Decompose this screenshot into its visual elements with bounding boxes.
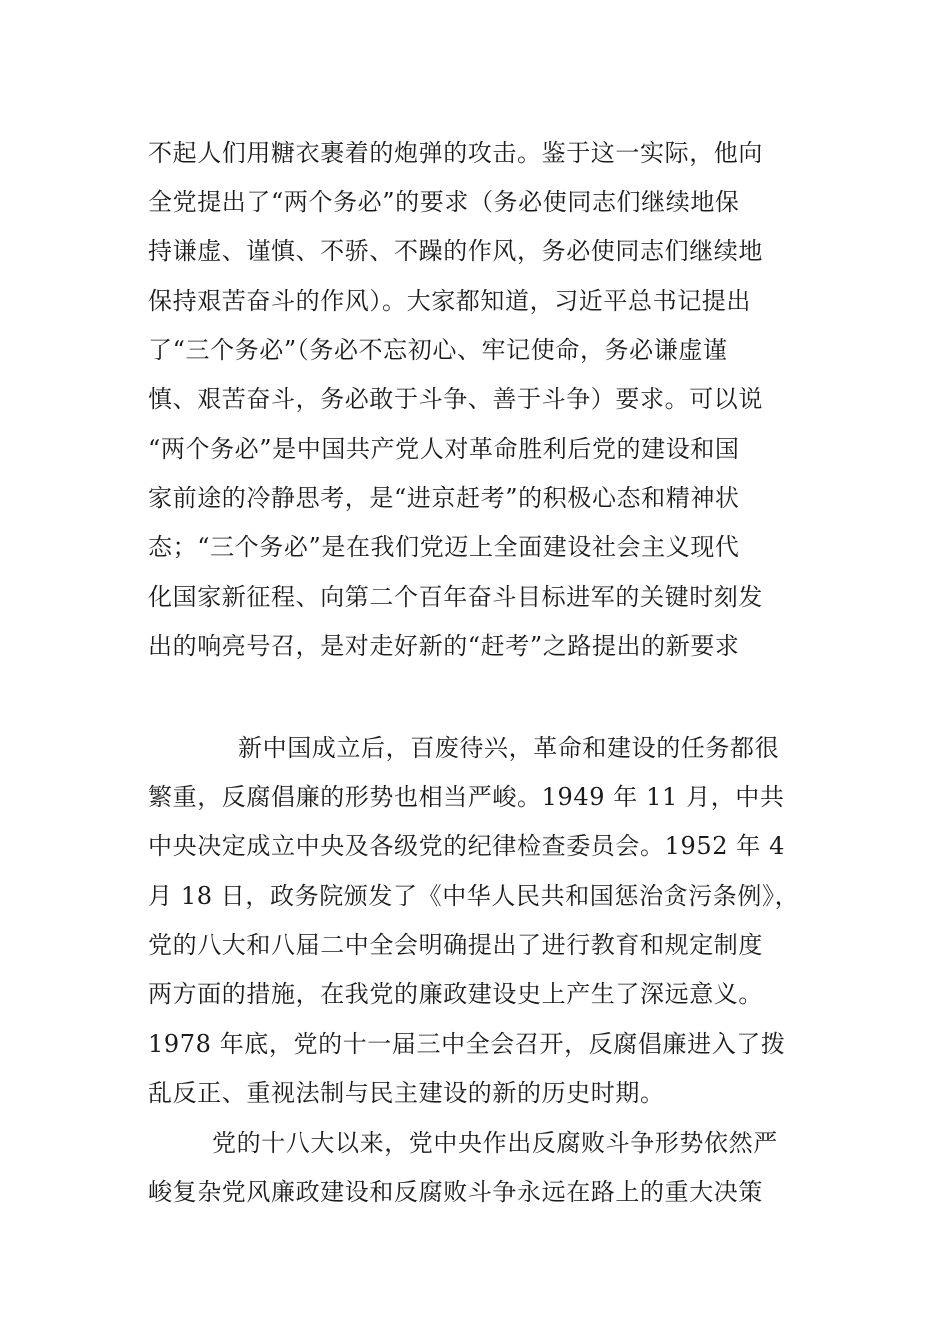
paragraph-2-line-3: 中央决定成立中央及各级党的纪律检查委员会。1952 年 4 [148,832,786,860]
paragraph-1-line-10: 化国家新征程、向第二个百年奋斗目标进军的关键时刻发 [148,583,763,611]
paragraph-1-line-8: 家前途的冷静思考，是“进京赶考”的积极心态和精神状 [148,484,740,512]
paragraph-2-line-8: 乱反正、重视法制与民主建设的新的历史时期。 [148,1079,665,1107]
paragraph-1-line-6: 慎、艰苦奋斗，务必敢于斗争、善于斗争）要求。可以说 [148,385,763,413]
paragraph-2-line-2: 繁重，反腐倡廉的形势也相当严峻。1949 年 11 月，中共 [148,783,785,811]
paragraph-1-line-1: 不起人们用糖衣裹着的炮弹的攻击。鉴于这一实际，他向 [148,139,763,167]
paragraph-1-line-5: 了“三个务必”（务必不忘初心、牢记使命，务必谦虚谨 [148,336,728,364]
paragraph-3-line-1: 党的十八大以来，党中央作出反腐败斗争形势依然严 [212,1129,778,1157]
paragraph-2-line-1: 新中国成立后，百废待兴，革命和建设的任务都很 [238,734,780,762]
paragraph-2-line-5: 党的八大和八届二中全会明确提出了进行教育和规定制度 [148,931,763,959]
paragraph-1-line-9: 态；“三个务必”是在我们党迈上全面建设社会主义现代 [148,533,740,561]
paragraph-2-line-6: 两方面的措施，在我党的廉政建设史上产生了深远意义。 [148,980,763,1008]
paragraph-1-line-2: 全党提出了“两个务必”的要求（务必使同志们继续地保 [148,188,740,216]
paragraph-1-line-11: 出的响亮号召，是对走好新的“赶考”之路提出的新要求 [148,632,740,660]
paragraph-2-line-4: 月 18 日，政务院颁发了《中华人民共和国惩治贪污条例》， [148,882,800,910]
paragraph-1-line-7: “两个务必”是中国共产党人对革命胜利后党的建设和国 [148,435,740,463]
paragraph-1-line-4: 保持艰苦奋斗的作风）。大家都知道，习近平总书记提出 [148,287,751,315]
paragraph-3-line-2: 峻复杂党风廉政建设和反腐败斗争永远在路上的重大决策 [148,1178,763,1206]
paragraph-1-line-3: 持谦虚、谨慎、不骄、不躁的作风，务必使同志们继续地 [148,237,763,265]
paragraph-2-line-7: 1978 年底，党的十一届三中全会召开，反腐倡廉进入了拨 [148,1030,786,1058]
